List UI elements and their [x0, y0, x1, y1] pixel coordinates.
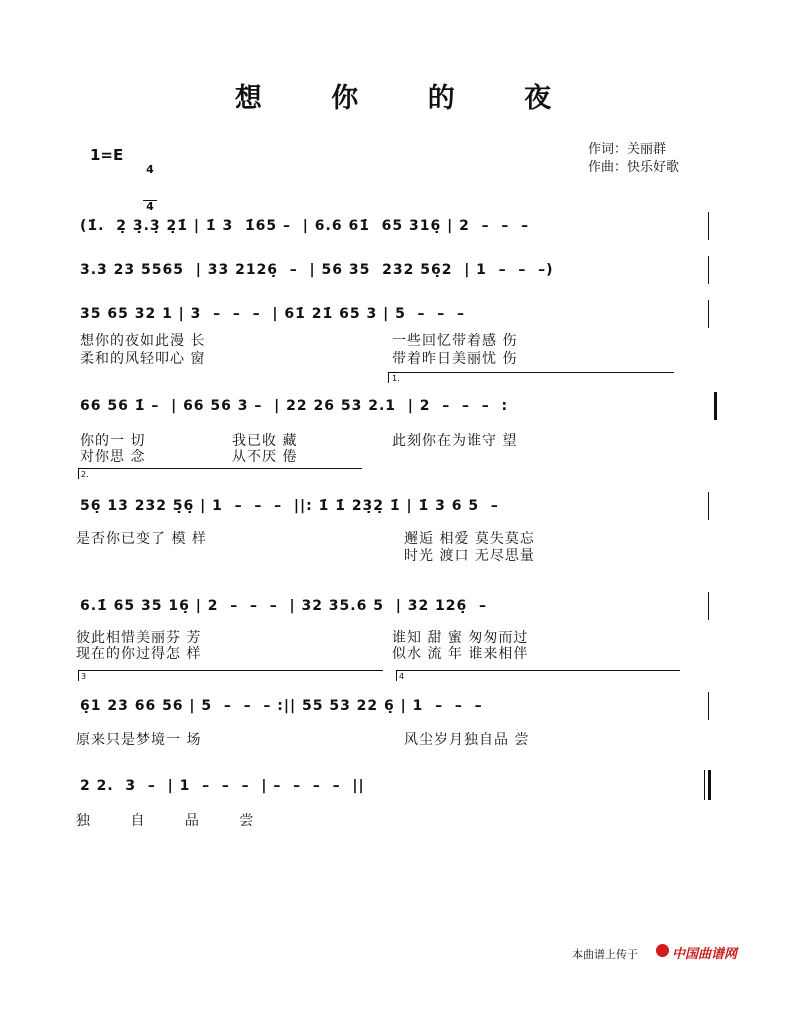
score-system-6-notes: 6.1̇ 65 35 16̣ | 2 – – – | 32 35.6 5 | 32 126̣ –: [80, 598, 488, 614]
lyricist-credit: 作词：关丽群: [588, 142, 667, 157]
barline: [708, 692, 709, 720]
lyric-line: 谁知 甜 蜜 匆匆而过: [392, 630, 529, 646]
final-barline-thick: [708, 770, 711, 800]
lyric-line: 彼此相惜美丽芬 芳: [76, 630, 202, 646]
barline: [708, 212, 709, 240]
score-system-5-notes: 56̣ 13 232 5̣6̣ | 1 – – – ||: 1̇ 1̇ 23̣2̣ 1̇ | 1̇ 3 6 5 –: [80, 498, 499, 514]
volta-number: 4: [399, 672, 405, 681]
volta-number: 2.: [81, 470, 89, 479]
lyric-line: 似水 流 年 谁来相伴: [392, 646, 529, 662]
lyric-line: 邂逅 相爱 莫失莫忘: [404, 531, 535, 547]
score-system-4-notes: 66 56 1̇ – | 66 56 3 – | 22 26 53 2.1 | 2 – – – :: [80, 398, 509, 414]
lyric-line: 你的一 切: [80, 433, 146, 449]
site-name: 中国曲谱网: [672, 947, 738, 962]
lyric-line: 带着昨日美丽忧 伤: [392, 351, 518, 367]
final-barline-thin: [704, 770, 705, 800]
lyric-line: 从不厌 倦: [232, 449, 298, 465]
time-signature: [143, 140, 157, 225]
volta-number: 3: [81, 672, 87, 681]
barline: [708, 492, 709, 520]
score-system-8-notes: 2 2. 3 – | 1 – – – | – – – – ||: [80, 778, 365, 794]
time-signature-bottom: 4: [143, 200, 157, 213]
volta-number: 1.: [392, 374, 400, 383]
volta-bracket-4: [396, 670, 680, 681]
lyric-line: 我已收 藏: [232, 433, 298, 449]
composer-credit: 作曲：快乐好歌: [588, 160, 680, 175]
lyric-line: 此刻你在为谁守 望: [392, 433, 518, 449]
site-footer: [572, 938, 786, 966]
upload-note: 本曲谱上传于: [572, 948, 638, 961]
volta-bracket-2: [78, 468, 362, 479]
volta-bracket-1: [388, 372, 674, 383]
repeat-barline: [714, 392, 717, 420]
song-title: 想 你 的 夜: [234, 83, 582, 114]
score-system-1-notes: (1̇. 2̣ 3̣.3̣ 2̣1̇ | 1̇ 3 1̇65 – | 6.6 61̇ 65 316̣ | 2 – – –: [80, 218, 530, 234]
lyric-line: 柔和的风轻叩心 窗: [80, 351, 206, 367]
lyric-line: 对你思 念: [80, 449, 146, 465]
key-signature: 1=E: [90, 146, 124, 164]
lyric-line: 一些回忆带着感 伤: [392, 333, 518, 349]
time-signature-top: 4: [146, 163, 154, 176]
score-system-3-notes: 35 65 32 1 | 3 – – – | 61̇ 21̇ 65 3 | 5 – – –: [80, 306, 466, 322]
site-logo-icon: [656, 944, 669, 957]
lyric-line: 是否你已变了 模 样: [76, 531, 207, 547]
barline: [708, 256, 709, 284]
score-system-2-notes: 3.3 23 5565 | 33 2126̣ – | 56 35 232 56̣2 | 1 – – –): [80, 262, 554, 278]
lyric-line: 现在的你过得怎 样: [76, 646, 202, 662]
lyric-line: 时光 渡口 无尽思量: [404, 548, 535, 564]
lyric-line: 想你的夜如此漫 长: [80, 333, 206, 349]
barline: [708, 300, 709, 328]
lyric-line: 原来只是梦境一 场: [76, 732, 202, 748]
score-system-7-notes: 6̣1 23 66 56 | 5 – – – :|| 55 53 22 6̣ | 1 – – –: [80, 698, 483, 714]
barline: [708, 592, 709, 620]
lyric-line: 独 自 品 尝: [76, 813, 255, 829]
volta-bracket-3: [78, 670, 383, 681]
lyric-line: 风尘岁月独自品 尝: [404, 732, 530, 748]
